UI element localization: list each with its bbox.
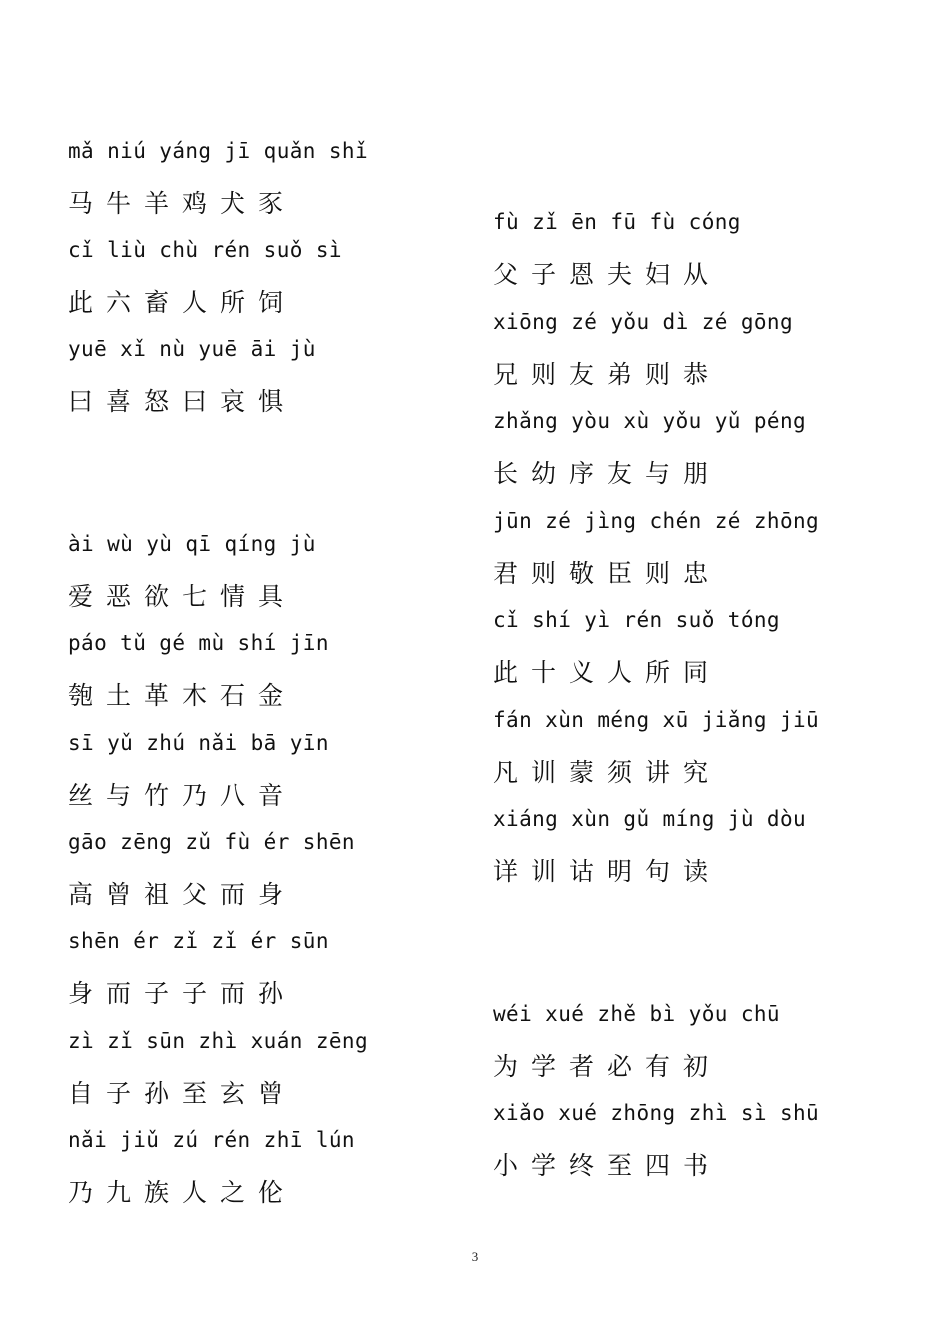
pinyin-line: yuē xǐ nù yuē āi jù — [68, 337, 316, 361]
hanzi-line: 长幼序友与朋 — [493, 459, 722, 488]
hanzi-line: 此六畜人所饲 — [68, 288, 297, 317]
pinyin-line: jūn zé jìng chén zé zhōng — [493, 509, 820, 533]
pinyin-line: ài wù yù qī qíng jù — [68, 532, 316, 556]
hanzi-line: 马牛羊鸡犬豕 — [68, 189, 297, 218]
hanzi-line: 小学终至四书 — [493, 1151, 722, 1180]
hanzi-line: 为学者必有初 — [493, 1052, 722, 1081]
pinyin-line: xiáng xùn gǔ míng jù dòu — [493, 807, 807, 831]
hanzi-line: 爱恶欲七情具 — [68, 582, 297, 611]
pinyin-line: fán xùn méng xū jiǎng jiū — [493, 708, 820, 732]
hanzi-line: 君则敬臣则忠 — [493, 559, 722, 588]
pinyin-line: xiōng zé yǒu dì zé gōng — [493, 310, 793, 334]
hanzi-line: 此十义人所同 — [493, 658, 722, 687]
pinyin-line: gāo zēng zǔ fù ér shēn — [68, 830, 355, 854]
hanzi-line: 兄则友弟则恭 — [493, 360, 722, 389]
pinyin-line: zhǎng yòu xù yǒu yǔ péng — [493, 409, 807, 433]
pinyin-line: fù zǐ ēn fū fù cóng — [493, 210, 741, 234]
hanzi-line: 丝与竹乃八音 — [68, 781, 297, 810]
pinyin-line: nǎi jiǔ zú rén zhī lún — [68, 1128, 355, 1152]
hanzi-line: 详训诂明句读 — [493, 857, 722, 886]
page-number: 3 — [471, 1249, 479, 1264]
hanzi-line: 匏土革木石金 — [68, 681, 297, 710]
pinyin-line: zì zǐ sūn zhì xuán zēng — [68, 1029, 368, 1053]
pinyin-line: cǐ liù chù rén suǒ sì — [68, 238, 342, 262]
hanzi-line: 父子恩夫妇从 — [493, 260, 722, 289]
pinyin-line: páo tǔ gé mù shí jīn — [68, 631, 329, 655]
hanzi-line: 曰喜怒曰哀惧 — [68, 387, 297, 416]
pinyin-line: cǐ shí yì rén suǒ tóng — [493, 608, 780, 632]
hanzi-line: 自子孙至玄曾 — [68, 1079, 297, 1108]
hanzi-line: 乃九族人之伦 — [68, 1178, 297, 1207]
hanzi-line: 凡训蒙须讲究 — [493, 758, 722, 787]
pinyin-line: sī yǔ zhú nǎi bā yīn — [68, 731, 329, 755]
hanzi-line: 身而子子而孙 — [68, 979, 297, 1008]
pinyin-line: xiǎo xué zhōng zhì sì shū — [493, 1101, 820, 1125]
pinyin-line: wéi xué zhě bì yǒu chū — [493, 1002, 780, 1026]
pinyin-line: shēn ér zǐ zǐ ér sūn — [68, 929, 329, 953]
pinyin-line: mǎ niú yáng jī quǎn shǐ — [68, 139, 368, 163]
hanzi-line: 高曾祖父而身 — [68, 880, 297, 909]
